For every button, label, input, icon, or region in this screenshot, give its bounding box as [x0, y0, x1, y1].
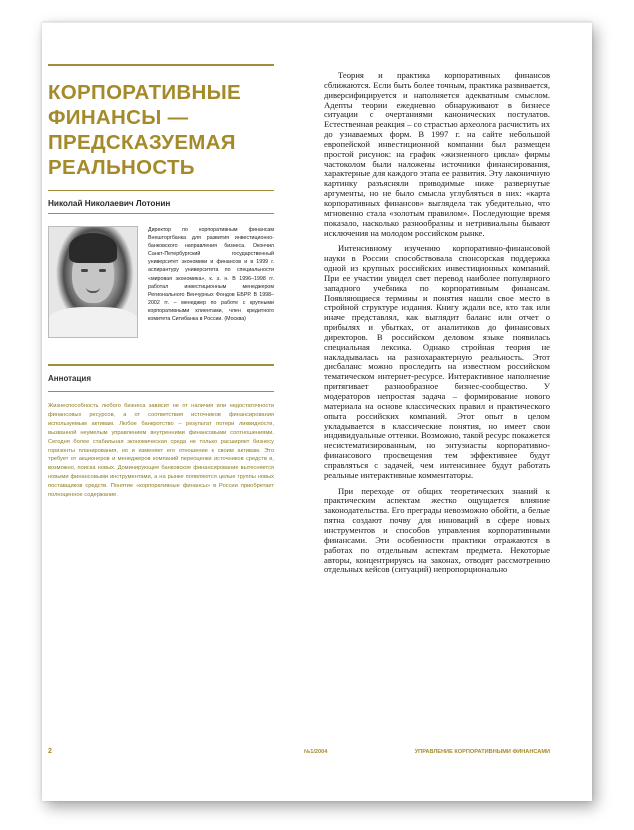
- annotation-title: Аннотация: [48, 374, 91, 383]
- annotation-bottom-rule: [48, 391, 274, 392]
- journal-name: УПРАВЛЕНИЕ КОРПОРАТИВНЫМИ ФИНАНСАМИ: [414, 749, 550, 755]
- annotation-section: [48, 364, 274, 500]
- author-bio: [48, 226, 274, 338]
- annotation-text: Жизнеспособность любого бизнеса зависит не от наличия или недостаточности финансовых ресурсов, а от соответствия источников финансирования используемым активам. Любое банкротство – результат потери ликвидности, вызванной неумелым управлением внутренними финансовыми соотношениями. Сегодня более стабильная экономическая среда не только расширяет бизнесу горизонты планирования, но и изменяет его отношение к своим активам. Это требует от акционеров и менеджеров компаний переоценки источников средств и, возможно, поиска новых. Доминирующее банковское финансирование вытесняется новыми финансовыми инструментами, а на рынке появляются целые группы новых поставщиков средств. Понятие «корпоративные финансы» в России приобретает полноценное содержание.: [48, 403, 274, 499]
- body-column: [324, 71, 550, 575]
- author-top-rule: [48, 190, 274, 191]
- annotation-top-rule: [48, 364, 274, 366]
- left-column: [48, 64, 274, 500]
- body-paragraph: Интенсивному изучению корпоративно-финансовой науки в России способствовала спонсорская поддержка одной из крупных российских инвестиционных компаний. При ее участии увидел свет перевод наиболее популярного западного учебника по корпоративным финансам. Появляющиеся термины и понятия нашли свое место в стройной структуре издания. Книгу ждали все, кто так или иначе представлял, как выглядит баланс или отчет о прибылях и убытках, от аналитиков до финансовых директоров. В российском деловом языке появилась специальная лексика. Однако стройная теория не накладывалась на разнохарактерную реальность. Этот дисбаланс можно проследить на известном российском тематическом интернет-ресурсе. Интерактивное наполнение притягивает разнообразное бизнес-сообщество. У модераторов непростая задача – формирование нового материала на основе классических правил и практического опыта российских компаний. Этот опыт в целом укладывается в классические понятия, но имеет свои индивидуальные оттенки. Возможно, такой ресурс покажется несистематизированным, но энтузиасты корпоративно-финансового просвещения тем эффективнее будут справляться с задачей, чем интенсивнее будут работать реальные интерактивные комментаторы.: [324, 243, 551, 480]
- issue-number: №1/2004: [304, 749, 328, 755]
- author-photo: [48, 226, 138, 338]
- body-paragraph: При переходе от общих теоретических знаний к практическим аспектам жестко ощущается влияние законодательства. Его преграды невозможно обойти, а белые пятна создают почву для инноваций в сфере новых инструментов и способов управления корпоративными финансами. Эти особенности практики отражаются в работах по отдельным аспектам предмета. Некоторые авторы, концентрируясь на законах, отводят рассмотрению отдельных кейсов (ситуаций) непропорционально: [324, 485, 550, 575]
- title-top-rule: [48, 64, 274, 66]
- author-name: Николай Николаевич Лотонин: [48, 199, 171, 208]
- page-number: 2: [48, 748, 52, 755]
- article-title: КОРПОРАТИВНЫЕ ФИНАНСЫ — ПРЕДСКАЗУЕМАЯ РЕАЛЬНОСТЬ: [48, 81, 241, 179]
- body-paragraph: Теория и практика корпоративных финансов сближаются. Если быть более точным, практика развивается, диверсифицируется и наполняется адекватным смыслом. Адепты теории ежедневно обнаруживают в бизнесе ситуации с очертаниями канонических постулатов. Естественная реакция – со страстью археолога расчистить их до узнаваемых форм. В 1997 г. на сайте небольшой европейской инвестиционной компании был размещен простой рисунок: на график «жизненного цикла» фирмы частоколом были наложены источники финансирования, характерные для каждого этапа ее развития. Эту лаконичную картинку разъясняли приводимые ниже развернутые аргументы, но не было смысла углубляться в них: «карта корпоративных финансов» выглядела так убедительно, что мгновенно стала «золотым правилом». Последующие время показало, насколько разнообразны и нетривиальны бывают исключения на молодом российском рынке.: [324, 70, 550, 238]
- author-bio-text: Директор по корпоративным финансам Внешторгбанка для развития инвестиционно-банковского направления бизнеса. Окончил Санкт-Петербургский государственный университет экономики и финансов и в 1999 г. аспирантуру университета по специальности «мировая экономика», к. э. н. В 1996–1998 гг. работал инвестиционным менеджером Регионального Венчурных Фондов ЕБРР. В 1998–2002 гг. – менеджер по работе с крупными корпоративными клиентами, член кредитного комитета Ситибанка в России. (Москва): [148, 227, 274, 323]
- author-bottom-rule: [48, 213, 274, 214]
